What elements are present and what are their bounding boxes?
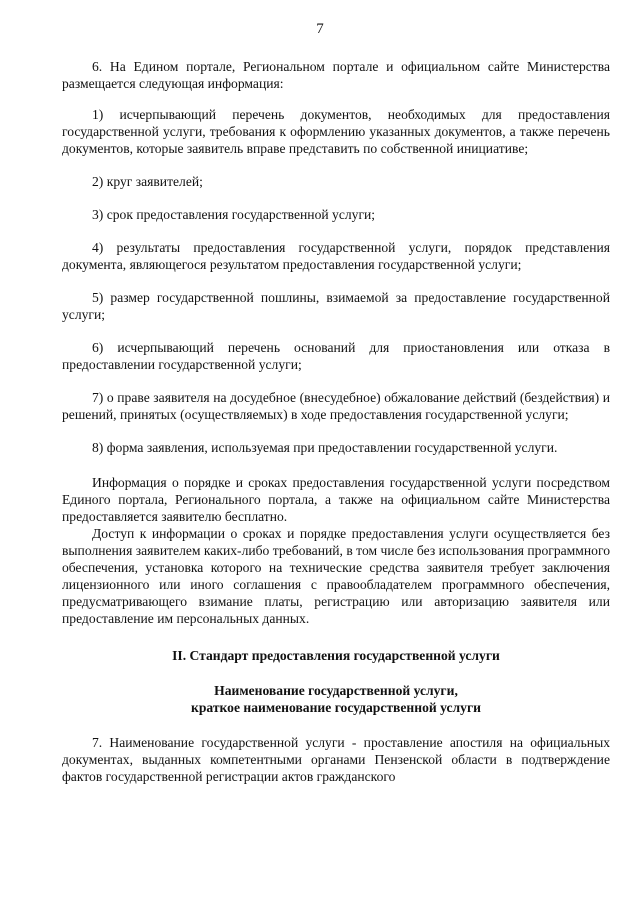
page-number: 7: [316, 21, 324, 37]
subsection-title-line1: Наименование государственной услуги,: [214, 683, 458, 698]
access-paragraph: Доступ к информации о сроках и порядке предоставления услуги осуществляется без выполнения заявителем каких-либо требований, в том числе без использования программного обеспечения, установка которого на технические средства заявителя требует заключения лицензионного или иного соглашения с правообладателем программного обеспечения, предусматривающего взимание платы, регистрацию или авторизацию заявителя или предоставление им персональных данных.: [62, 526, 610, 626]
list-item: 3) срок предоставления государственной услуги;: [92, 207, 376, 222]
list-item: 7) о праве заявителя на досудебное (внесудебное) обжалование действий (бездействия) и решений, принятых (осуществляемых) в ходе предоставления государственной услуги;: [62, 390, 610, 422]
item-7-paragraph: 7. Наименование государственной услуги - проставление апостиля на официальных документах, выданных компетентными органами Пензенской области в подтверждение фактов государственной регистрации актов гражданского: [62, 735, 610, 784]
list-item: 1) исчерпывающий перечень документов, необходимых для предоставления государственной услуги, требования к оформлению указанных документов, а также перечень документов, которые заявитель вправе представить по собственной инициативе;: [62, 107, 610, 156]
list-item: 6) исчерпывающий перечень оснований для приостановления или отказа в предоставлении государственной услуги;: [62, 340, 610, 372]
document-body: [62, 58, 610, 785]
list-item: 8) форма заявления, используемая при предоставлении государственной услуги.: [92, 440, 558, 455]
list-item: 2) круг заявителей;: [92, 174, 203, 189]
intro-paragraph: 6. На Едином портале, Региональном портале и официальном сайте Министерства размещается следующая информация:: [62, 59, 610, 91]
list-item: 4) результаты предоставления государственной услуги, порядок представления документа, являющегося результатом предоставления государственной услуги;: [62, 240, 610, 272]
list-item: 5) размер государственной пошлины, взимаемой за предоставление государственной услуги;: [62, 290, 610, 322]
subsection-title-line2: краткое наименование государственной услуги: [191, 700, 481, 715]
section-title: II. Стандарт предоставления государственной услуги: [172, 648, 500, 663]
info-paragraph: Информация о порядке и сроках предоставления государственной услуги посредством Единого портала, Регионального портала, а также на официальном сайте Министерства предоставляется заявителю бесплатно.: [62, 475, 610, 524]
subsection-title: [62, 682, 610, 716]
